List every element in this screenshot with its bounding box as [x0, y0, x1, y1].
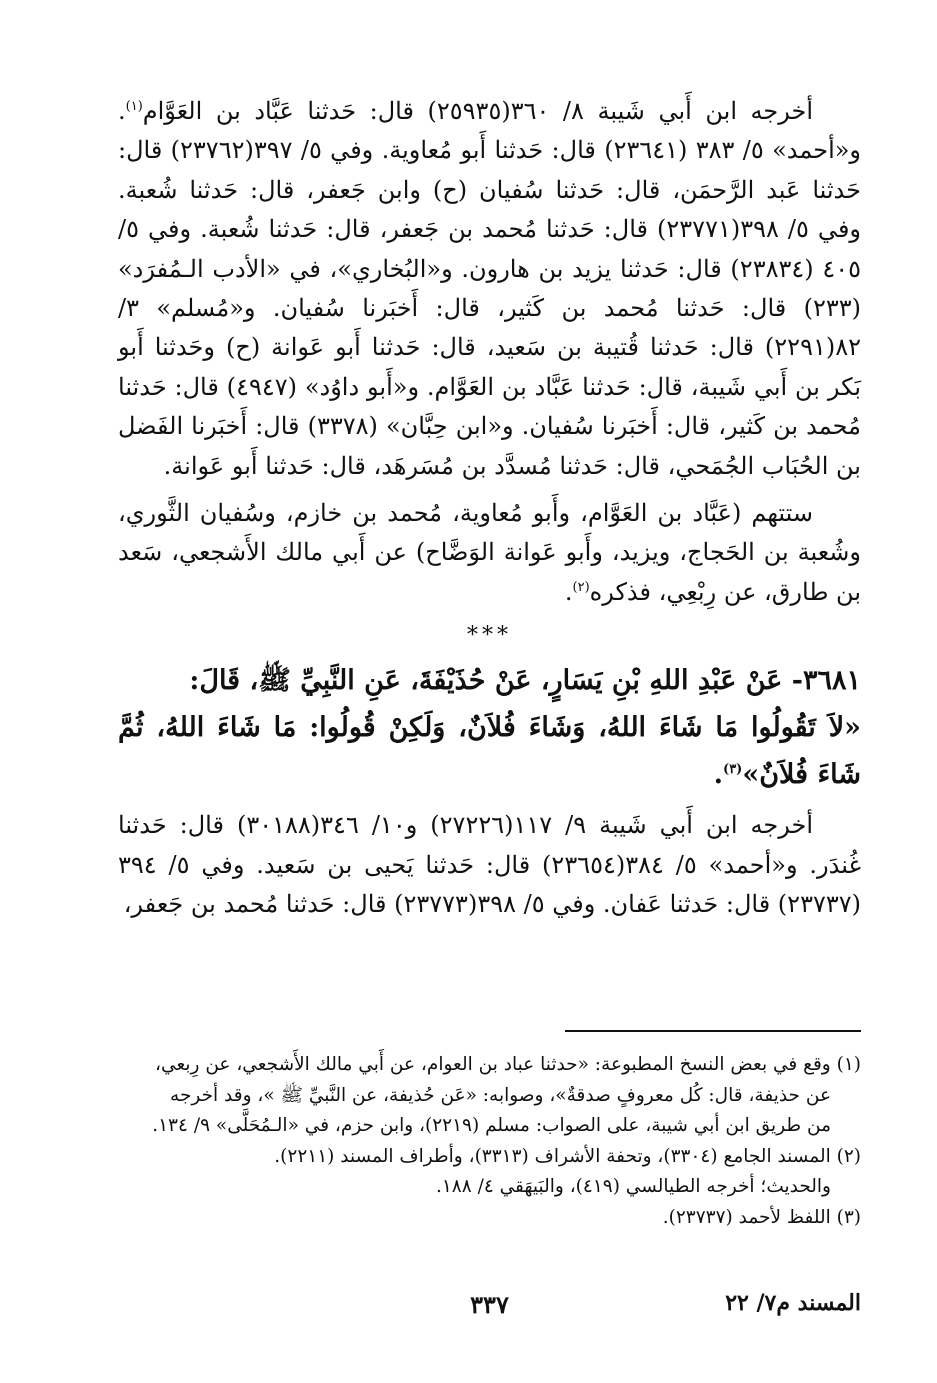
isnad-summary-paragraph: ستتهم (عَبَّاد بن العَوَّام، وأَبو مُعاوية، مُحمد بن خازم، وسُفيان الثَّوري، وشُعبة بن الحَجاج، ويزيد، وأَبو عَوانة الوَضَّاح) عن أَبي مالك الأَشجعي، سَعد بن طارق، عن رِبْعِي، فذكره$^{(٢)}$.: [118, 499, 861, 606]
section-separator: ***: [467, 623, 512, 649]
footnote-ref: (٣): [723, 762, 743, 778]
page-number: ٣٣٧: [470, 1290, 509, 1319]
footnotes: [118, 1050, 861, 1234]
takhrij-paragraph-2: أخرجه ابن أَبي شَيبة ٩/ ١١٧(٢٧٢٢٦) و١٠/ ٣٤٦(٣٠١٨٨) قال: حَدثنا غُندَر. و«أحمد» ٥/ ٣٨٤(٢٣٦٥٤) قال: حَدثنا يَحيى بن سَعيد. وفي ٥/ ٣٩٤ (٢٣٧٣٧) قال: حَدثنا عَفان. وفي ٥/ ٣٩٨(٢٣٧٧٣) قال: حَدثنا مُحمد بن جَعفر،: [118, 811, 862, 919]
footnote-2: (٢) المسند الجامع (٣٣٠٤)، وتحفة الأشراف (٣٣١٣)، وأطراف المسند (٢٢١١).: [274, 1145, 861, 1167]
footnote-divider: [565, 1030, 861, 1032]
footnote-2-line-2: والحديث؛ أخرجه الطيالسي (٤١٩)، والبَيهَقي ٤/ ١٨٨.: [435, 1176, 831, 1198]
footnote-1-line-3: من طريق ابن أبي شيبة، على الصواب: مسلم (٢٢١٩)، وابن حزم، في «الـمُحَلَّى» ٩/ ١٣٤.: [152, 1115, 831, 1137]
isnad-summary-text: ستتهم (عَبَّاد بن العَوَّام، وأَبو مُعاوية، مُحمد بن خازم، وسُفيان الثَّوري، وشُعبة بن الحَجاج، ويزيد، وأَبو عَوانة الوَضَّاح) عن أَبي مالك الأَشجعي، سَعد بن طارق، عن رِبْعِي، فذكره: [118, 499, 861, 606]
footnote-3: (٣) اللفظ لأحمد (٢٣٧٣٧).: [662, 1206, 861, 1228]
takhrij-text: أخرجه ابن أَبي شَيبة ٨/ ٣٦٠(٢٥٩٣٥) قال: حَدثنا عَبَّاد بن العَوَّام: [142, 97, 813, 125]
volume-signature: المسند م٧/ ٢٢: [725, 1290, 861, 1316]
hadith-heading: ٣٦٨١- عَنْ عَبْدِ اللهِ بْنِ يَسَارٍ، عَنْ حُذَيْفَةَ، عَنِ النَّبِيِّ ﷺ، قَالَ:: [189, 665, 861, 697]
footnote-ref: (١): [125, 99, 143, 114]
hadith-matn: «لاَ تَقُولُوا مَا شَاءَ اللهُ، وَشَاءَ فُلاَنٌ، وَلَكِنْ قُولُوا: مَا شَاءَ اللهُ، ثُمَّ شَاءَ فُلاَنٌ»$^{(٣)}$.: [118, 712, 861, 791]
main-text: [118, 92, 861, 925]
footnote-1: (١) وقع في بعض النسخ المطبوعة: «حدثنا عباد بن العوام، عن أَبي مالك الأَشجعي، عن رِبعي،: [155, 1054, 861, 1075]
takhrij-paragraph: [118, 92, 861, 486]
takhrij-text-cont: . و«أحمد» ٥/ ٣٨٣ (٢٣٦٤١) قال: حَدثنا أَبو مُعاوية. وفي ٥/ ٣٩٧(٢٣٧٦٢) قال: حَدثنا عَبد الرَّحمَن، قال: حَدثنا سُفيان (ح) وابن جَعفر، قال: حَدثنا شُعبة. وفي ٥/ ٣٩٨(٢٣٧٧١) قال: حَدثنا مُحمد بن جَعفر، قال: حَدثنا شُعبة. وفي ٥/ ٤٠٥ (٢٣٨٣٤) قال: حَدثنا يزيد بن هارون. و«البُخاري»، في «الأدب الـمُفرَد» (٢٣٣) قال: حَدثنا مُحمد بن كَثير، قال: أَخبَرنا سُفيان. و«مُسلم» ٣/ ٨٢(٢٢٩١) قال: حَدثنا قُتيبة بن سَعيد، قال: حَدثنا أَبو عَوانة (ح) وحَدثنا أَبو بَكر بن أَبي شَيبة، قال: حَدثنا عَبَّاد بن العَوَّام. و«أَبو داوُد» (٤٩٤٧) قال: حَدثنا مُحمد بن كَثير، قال: أَخبَرنا سُفيان. و«ابن حِبَّان» (٣٣٧٨) قال: أَخبَرنا الفَضل بن الحُبَاب الجُمَحي، قال: حَدثنا مُسدَّد بن مُسَرهَد، قال: حَدثنا أَبو عَوانة.: [118, 97, 862, 480]
hadith-matn-text: «لاَ تَقُولُوا مَا شَاءَ اللهُ، وَشَاءَ فُلاَنٌ، وَلَكِنْ قُولُوا: مَا شَاءَ اللهُ، ثُمَّ شَاءَ فُلاَنٌ»: [118, 712, 861, 791]
footnote-ref: (٢): [572, 579, 590, 595]
page-footer: [118, 1290, 861, 1324]
footnote-1-line-2: عن حذيفة، قال: كُل معروفٍ صدقةٌ»، وصوابه: «عَن حُذيفة، عن النَّبيِّ ﷺ »، وقد أخرجه: [170, 1084, 831, 1106]
